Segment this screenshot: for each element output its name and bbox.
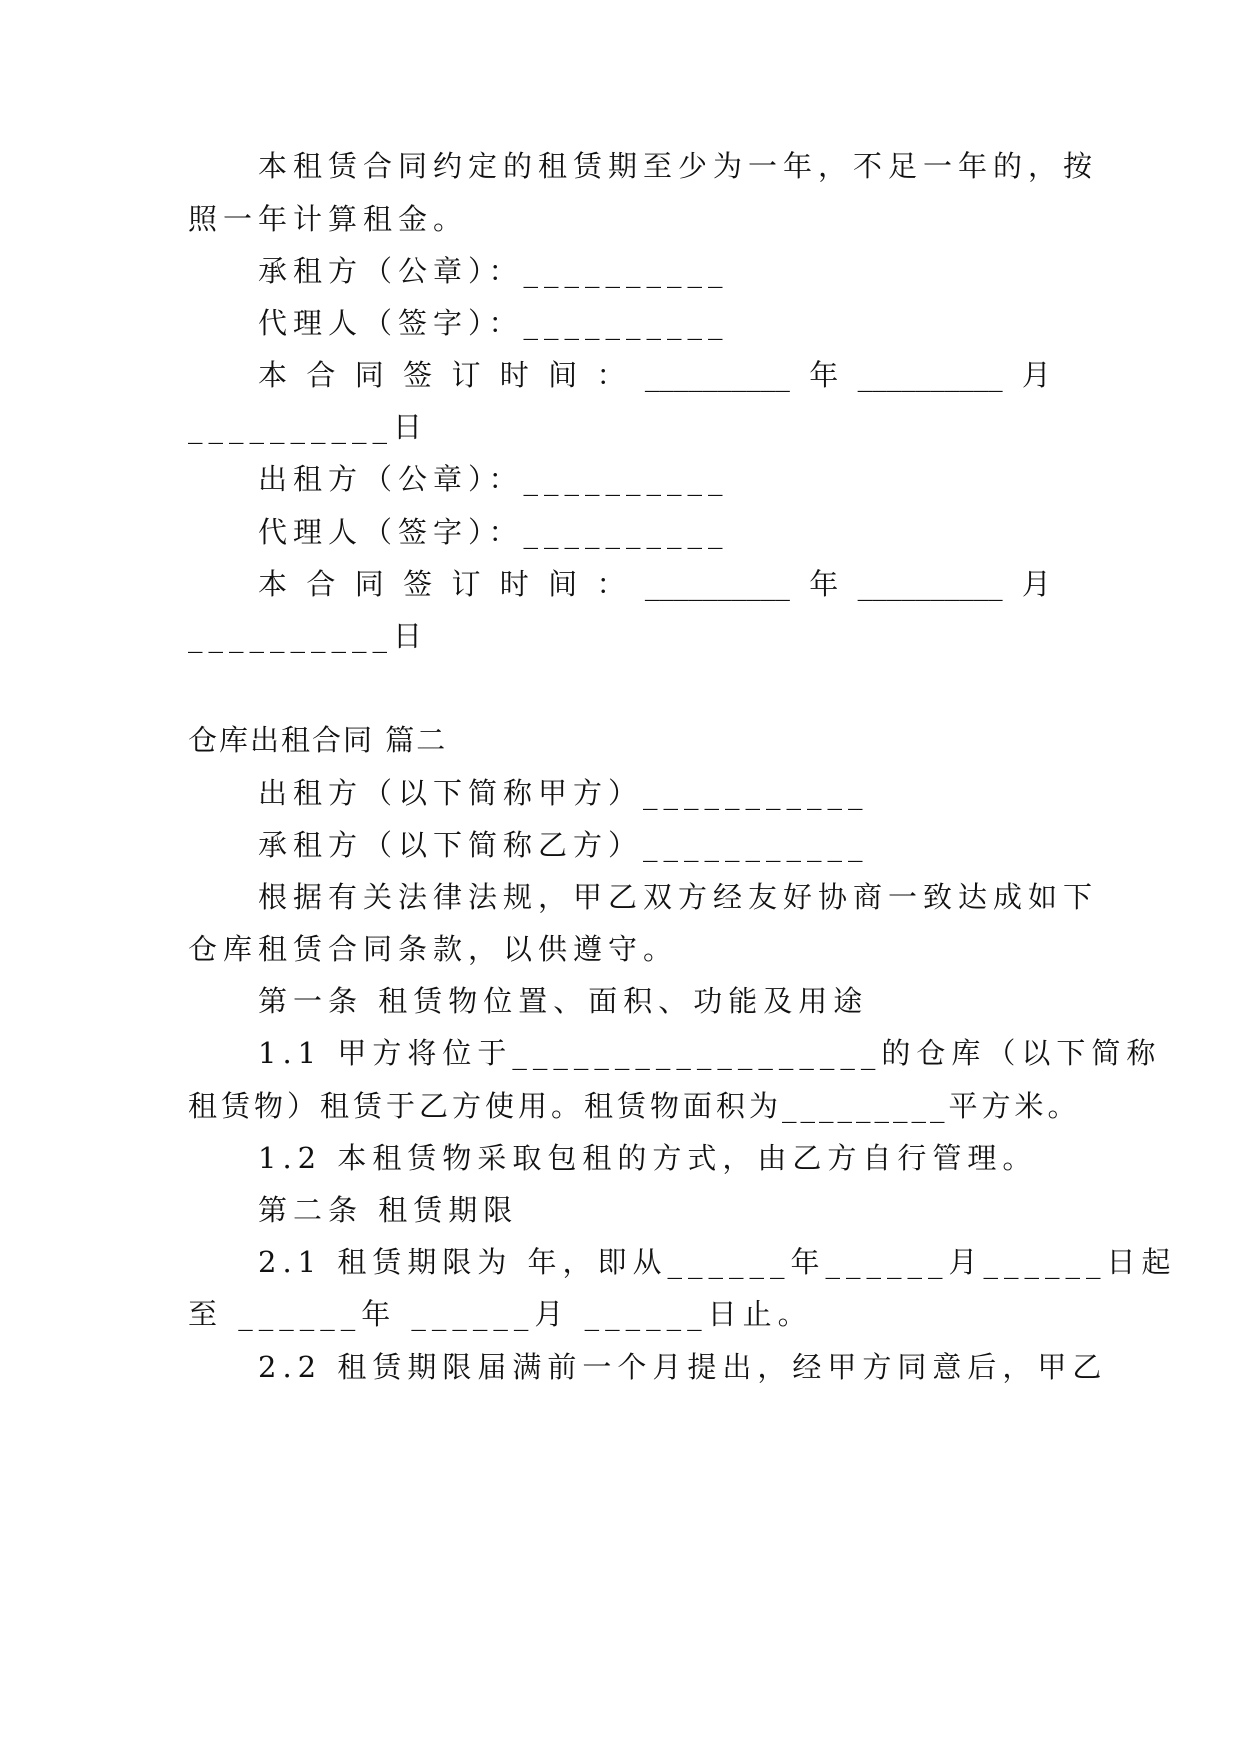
section-heading: 仓库出租合同 篇二 (188, 723, 448, 757)
sign-time-line-2: 本 合 同 签 订 时 间 ： __________ 年 __________ 月 (258, 567, 1051, 601)
lessee-seal-line: 承租方（公章）：__________ (258, 254, 729, 288)
clause-1-1-line: 租赁物）租赁于乙方使用。租赁物面积为_________平方米。 (188, 1089, 1081, 1123)
sign-time-line-1: 本 合 同 签 订 时 间 ： __________ 年 __________ 月 (258, 358, 1051, 392)
paragraph-line: 仓库租赁合同条款，以供遵守。 (188, 932, 679, 966)
lessor-seal-line: 出租方（公章）：__________ (258, 462, 729, 496)
paragraph-line: 本租赁合同约定的租赁期至少为一年，不足一年的，按 (258, 149, 1099, 183)
sign-day-line-1: __________日 (188, 410, 429, 444)
article-2-title: 第二条 租赁期限 (258, 1193, 519, 1227)
party-b-line: 承租方（以下简称乙方）___________ (258, 828, 869, 862)
lessor-agent-line: 代理人（签字）：__________ (258, 515, 729, 549)
clause-2-2-line: 2.2 租赁期限届满前一个月提出，经甲方同意后，甲乙 (258, 1350, 1108, 1384)
paragraph-line: 根据有关法律法规，甲乙双方经友好协商一致达成如下 (258, 880, 1099, 914)
clause-1-1-line: 1.1 甲方将位于__________________的仓库（以下简称 (258, 1036, 1162, 1070)
party-a-line: 出租方（以下简称甲方）___________ (258, 776, 869, 810)
clause-2-1-line: 2.1 租赁期限为 年，即从______年______月______日起 (258, 1245, 1177, 1279)
article-1-title: 第一条 租赁物位置、面积、功能及用途 (258, 984, 869, 1018)
paragraph-line: 照一年计算租金。 (188, 202, 469, 236)
lessee-agent-line: 代理人（签字）：__________ (258, 306, 729, 340)
sign-day-line-2: __________日 (188, 619, 429, 653)
clause-1-2: 1.2 本租赁物采取包租的方式，由乙方自行管理。 (258, 1141, 1038, 1175)
clause-2-1-line: 至 ______年 ______月 ______日止。 (188, 1297, 813, 1331)
